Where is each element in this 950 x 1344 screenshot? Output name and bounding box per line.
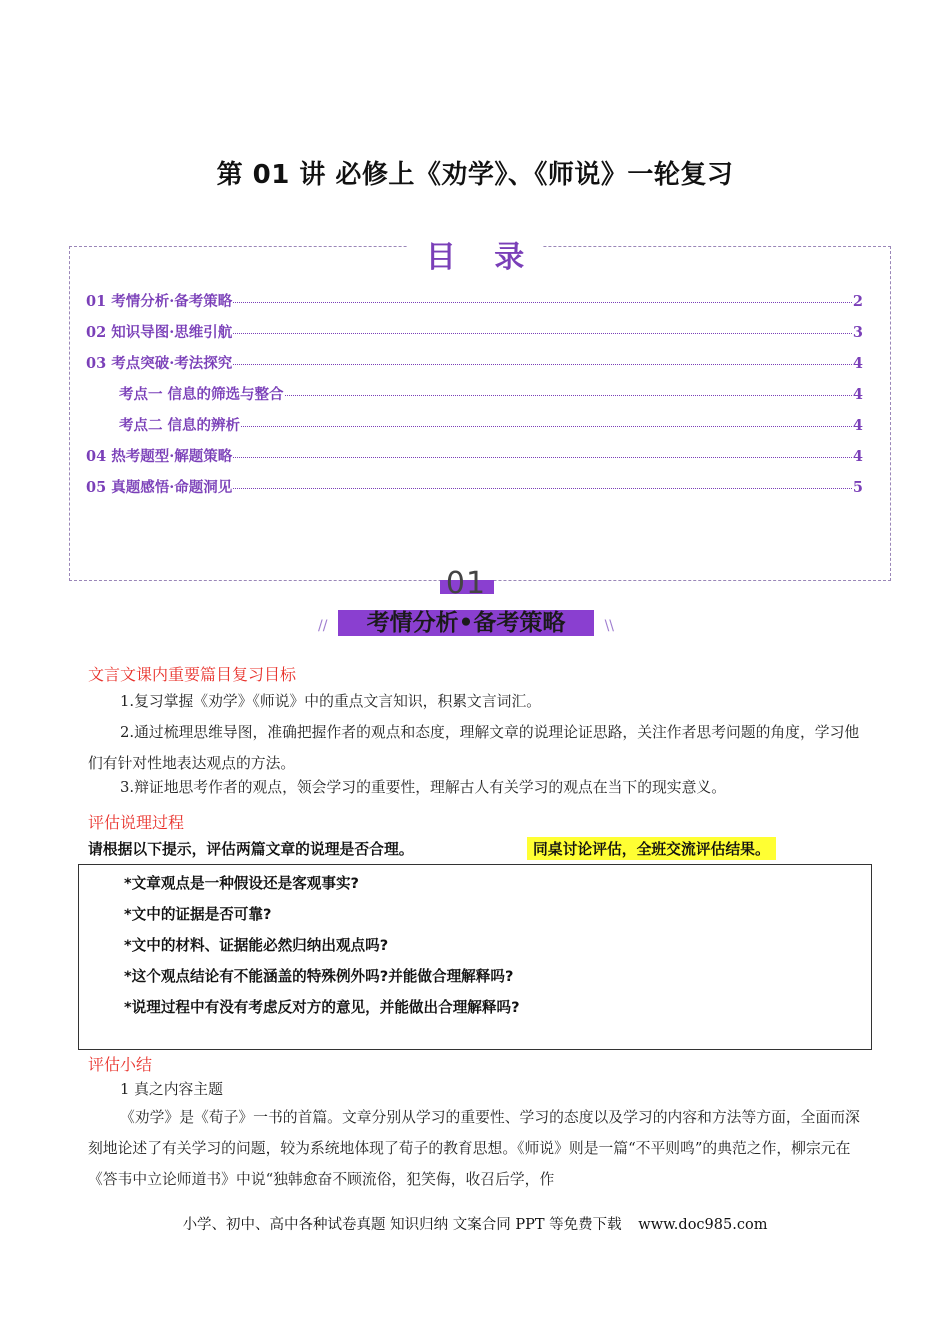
toc-heading: 目 录	[0, 232, 950, 276]
toc-entry-page: 4	[852, 417, 863, 434]
footer-url[interactable]: www.doc985.com	[638, 1217, 768, 1233]
questions-list	[124, 868, 520, 1023]
toc-entry-label: 02 知识导图·思维引航	[86, 324, 233, 341]
goals-heading: 文言文课内重要篇目复习目标	[88, 665, 297, 684]
question-item: *说理过程中有没有考虑反对方的意见，并能做出合理解释吗?	[124, 999, 520, 1016]
toc-entry-page: 2	[852, 293, 863, 310]
question-item: *文中的证据是否可靠?	[124, 906, 272, 923]
goal-item-3: 3.辩证地思考作者的观点，领会学习的重要性，理解古人有关学习的观点在当下的现实意义。	[120, 779, 726, 796]
toc-entry-label: 考点二 信息的辨析	[119, 417, 241, 434]
goal-item-2: 2.通过梳理思维导图，准确把握作者的观点和态度，理解文章的说理论证思路，关注作者思考问题的角度，学习他们有针对性地表达观点的方法。	[88, 724, 860, 772]
toc-dot-leader	[285, 395, 852, 396]
slash-decoration-left: //	[318, 618, 328, 634]
footer-text: 小学、初中、高中各种试卷真题 知识归纳 文案合同 PPT 等免费下载	[182, 1217, 622, 1233]
toc-entry-label: 01 考情分析·备考策略	[86, 293, 233, 310]
toc-entry[interactable]	[86, 383, 863, 414]
toc-entry-label: 考点一 信息的筛选与整合	[119, 386, 284, 403]
toc-entry[interactable]	[86, 352, 863, 383]
toc-entry-page: 5	[852, 479, 863, 496]
toc-dot-leader	[233, 333, 852, 334]
page-footer	[0, 1213, 950, 1234]
toc-dot-leader	[233, 457, 852, 458]
slash-decoration-right: \\	[604, 618, 614, 634]
toc-entry[interactable]	[86, 290, 863, 321]
summary-heading: 评估小结	[88, 1055, 153, 1074]
toc-dot-leader	[233, 364, 852, 365]
toc-entry-label: 05 真题感悟·命题洞见	[86, 479, 233, 496]
question-item: *文中的材料、证据能必然归纳出观点吗?	[124, 937, 389, 954]
summary-body: 《劝学》是《荀子》一书的首篇。文章分别从学习的重要性、学习的态度以及学习的内容和方法等方面，全面而深刻地论述了有关学习的问题，较为系统地体现了荀子的教育思想。《师说》则是一篇“不平则鸣”的典范之作，柳宗元在《答韦中立论师道书》中说“独韩愈奋不顾流俗，犯笑侮，收召后学，作	[88, 1109, 860, 1188]
section-number: 01	[445, 566, 487, 601]
toc-entry-page: 4	[852, 448, 863, 465]
page-title: 第 01 讲 必修上《劝学》、《师说》一轮复习	[216, 160, 734, 190]
toc-entry[interactable]	[86, 414, 863, 445]
evaluation-prompt: 请根据以下提示，评估两篇文章的说理是否合理。	[88, 841, 414, 858]
toc-list	[86, 290, 863, 507]
toc-entry-page: 4	[852, 386, 863, 403]
evaluation-highlight: 同桌讨论评估，全班交流评估结果。	[527, 837, 776, 860]
goal-item-1: 1.复习掌握《劝学》《师说》中的重点文言知识，积累文言词汇。	[120, 693, 542, 710]
toc-entry-label: 04 热考题型·解题策略	[86, 448, 233, 465]
toc-entry-label: 03 考点突破·考法探究	[86, 355, 233, 372]
question-item: *这个观点结论有不能涵盖的特殊例外吗?并能做合理解释吗?	[124, 968, 514, 985]
toc-entry[interactable]	[86, 476, 863, 507]
toc-entry[interactable]	[86, 321, 863, 352]
toc-dot-leader	[233, 488, 852, 489]
evaluation-heading: 评估说理过程	[88, 813, 185, 832]
toc-dot-leader	[233, 302, 852, 303]
section-label: 考情分析•备考策略	[366, 610, 566, 636]
summary-subheading: 1 真之内容主题	[120, 1081, 223, 1098]
question-item: *文章观点是一种假设还是客观事实?	[124, 875, 360, 892]
toc-dot-leader	[241, 426, 852, 427]
toc-entry-page: 3	[852, 324, 863, 341]
toc-entry[interactable]	[86, 445, 863, 476]
section-banner	[318, 566, 614, 644]
toc-entry-page: 4	[852, 355, 863, 372]
